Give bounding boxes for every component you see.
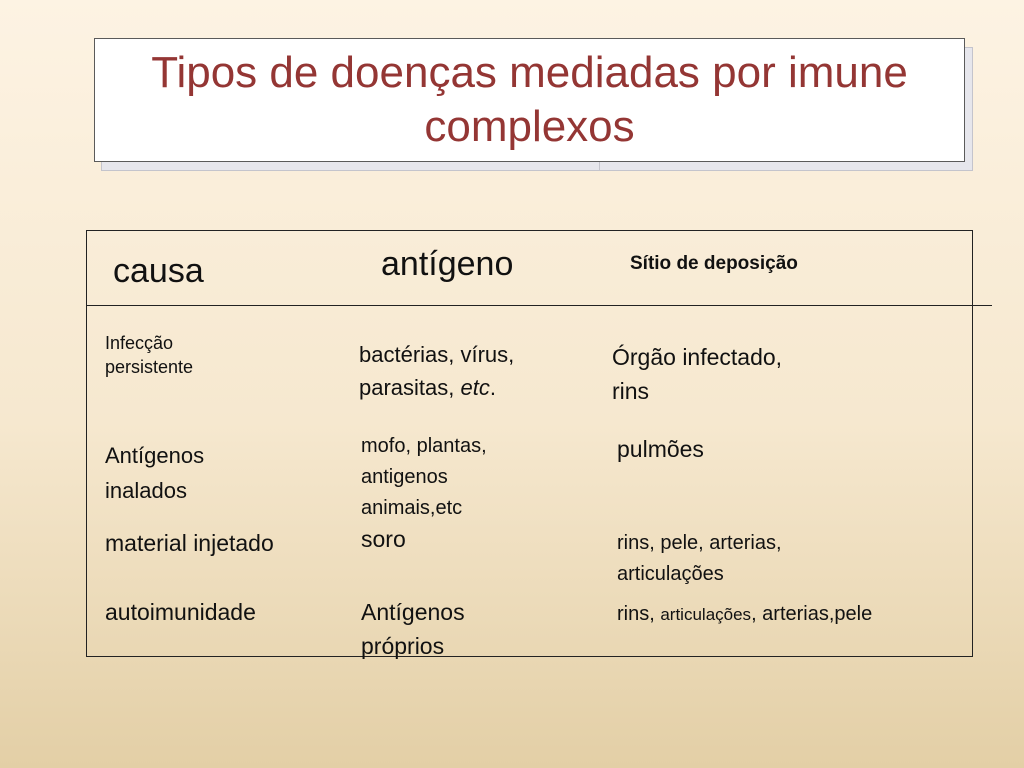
row1-antigeno-line1: bactérias, vírus, [359, 342, 515, 367]
row1-sitio-line1: Órgão infectado, [612, 344, 783, 370]
row3-antigeno [361, 522, 406, 556]
header-divider [86, 305, 992, 306]
row1-antigeno-period: . [489, 375, 496, 400]
row2-antigeno-line2: antigenos [361, 466, 448, 488]
row4-antigeno-line1: Antígenos [361, 599, 465, 625]
header-causa: causa [113, 252, 204, 290]
row2-antigeno-line1: mofo, plantas, [361, 435, 487, 457]
row3-causa-line1: material injetado [105, 530, 274, 556]
row4-sitio-part1: rins, [617, 603, 661, 625]
row1-causa-line2: persistente [105, 357, 194, 377]
row4-sitio [617, 599, 872, 630]
row2-causa-line1: Antígenos [105, 443, 205, 468]
row1-antigeno [359, 338, 514, 404]
row4-antigeno [361, 595, 465, 663]
row1-sitio [612, 340, 782, 408]
header-sitio: Sítio de deposição [630, 253, 798, 274]
row1-causa-line1: Infecção [105, 333, 174, 353]
row1-antigeno-line2-text: parasitas, [359, 375, 461, 400]
row1-antigeno-line2 [359, 371, 514, 404]
row1-sitio-line2: rins [612, 378, 650, 404]
row2-sitio [617, 432, 704, 466]
row4-sitio-part3: , arterias,pele [751, 603, 873, 625]
row1-causa [105, 331, 193, 379]
row2-antigeno [361, 431, 487, 524]
row4-sitio-part2: articulações [660, 605, 752, 624]
row3-causa [105, 526, 274, 560]
title-box [94, 38, 965, 162]
row3-antigeno-line1: soro [361, 526, 406, 552]
header-antigeno: antígeno [381, 245, 514, 283]
row2-causa-line2: inalados [105, 478, 187, 503]
row2-causa [105, 438, 204, 508]
row1-antigeno-etc: etc [460, 375, 490, 400]
row2-antigeno-line3: animais,etc [361, 497, 463, 519]
disease-table [86, 230, 973, 657]
row4-causa-line1: autoimunidade [105, 599, 256, 625]
page-title: Tipos de doenças mediadas por imune complexos [151, 48, 908, 151]
row3-sitio-line2: articulações [617, 563, 724, 585]
row4-antigeno-line2: próprios [361, 633, 445, 659]
row3-sitio [617, 528, 782, 590]
row3-sitio-line1: rins, pele, arterias, [617, 532, 782, 554]
row2-sitio-line1: pulmões [617, 436, 704, 462]
row4-causa [105, 595, 256, 629]
